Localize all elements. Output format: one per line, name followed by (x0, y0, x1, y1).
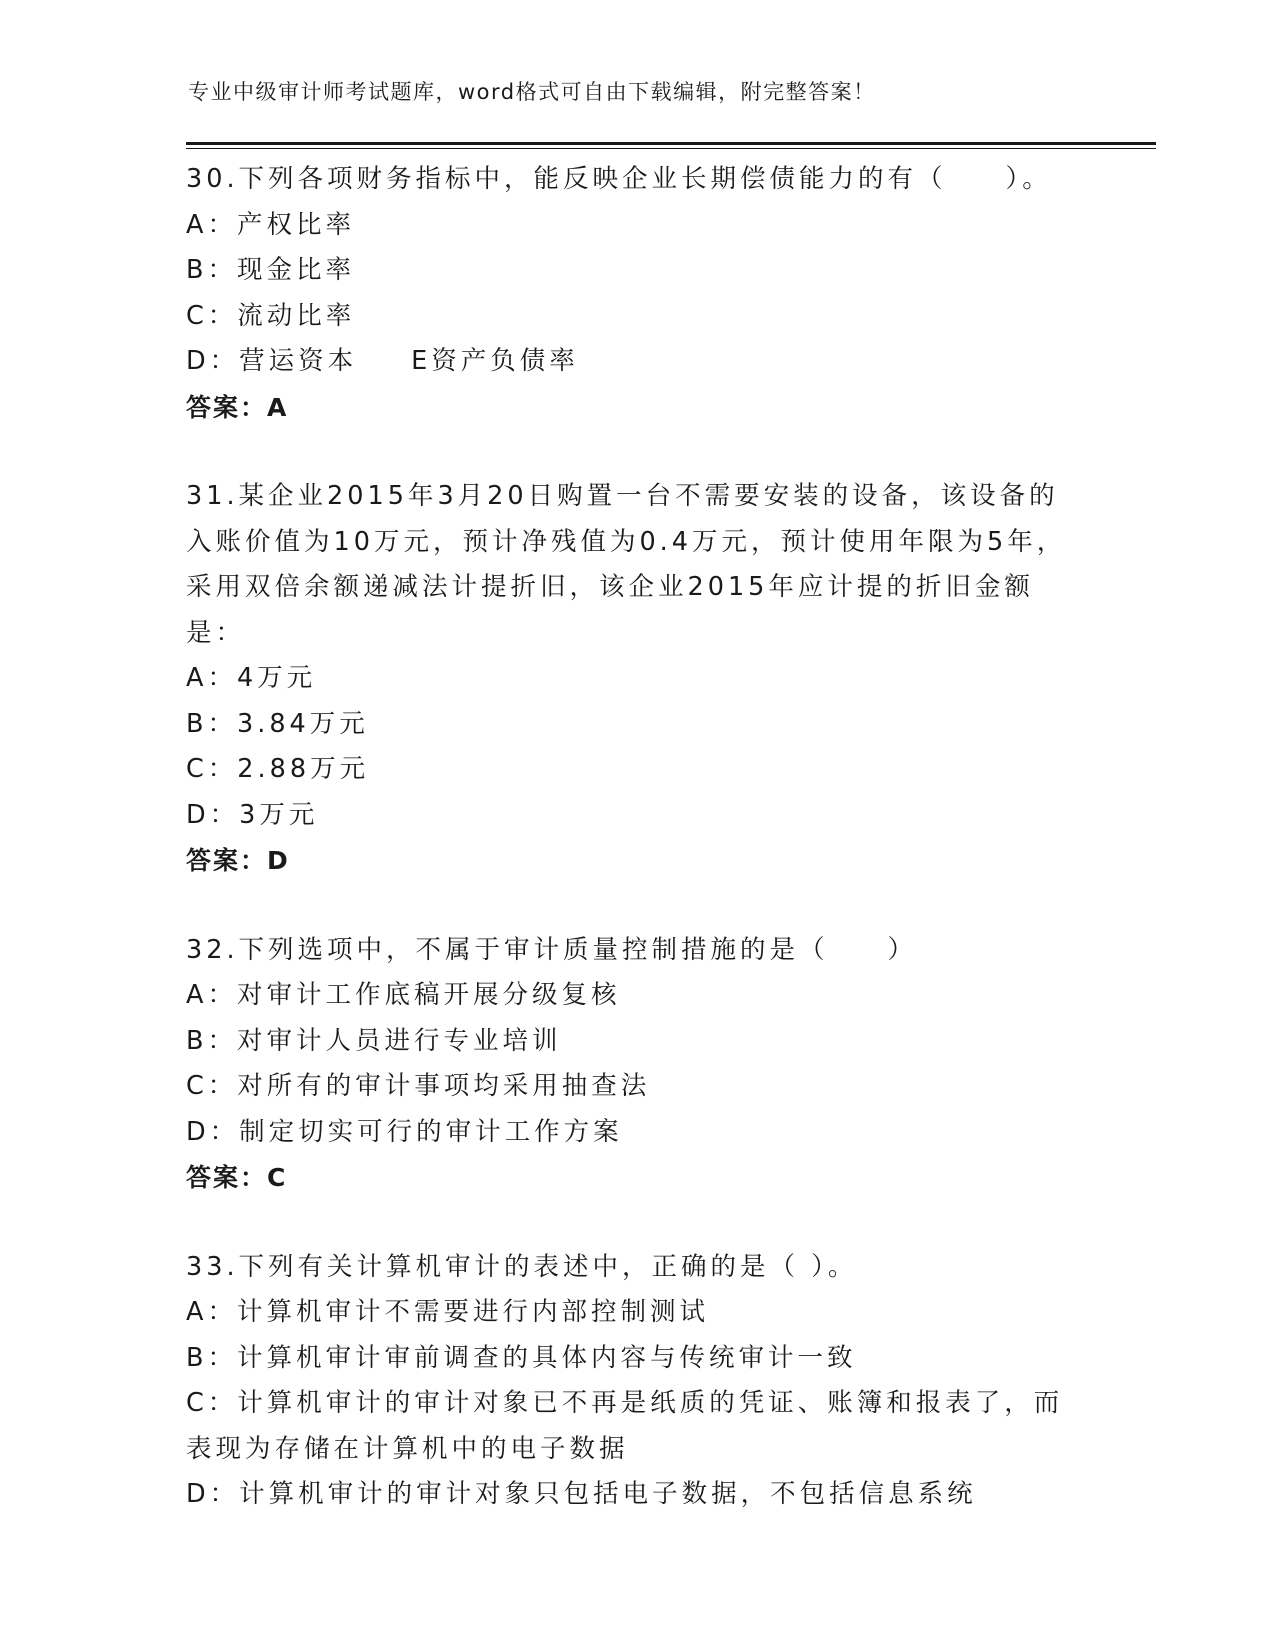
option-d: D：营运资本 (186, 346, 358, 376)
option-b: B：3.84万元 (186, 708, 369, 739)
option-a: A：产权比率 (186, 209, 355, 240)
answer: 答案：D (186, 846, 290, 875)
option-a: A：4万元 (186, 663, 317, 693)
page-header: 专业中级审计师考试题库，word格式可自由下载编辑，附完整答案！ (188, 80, 876, 104)
question-stem: 33.下列有关计算机审计的表述中，正确的是（ ）。 (186, 1251, 858, 1282)
option-c: C：2.88万元 (186, 754, 370, 784)
header-rule-thin (186, 148, 1156, 149)
option-c: C：对所有的审计事项均采用抽查法 (186, 1071, 651, 1101)
question-list (186, 157, 1086, 1562)
question-33 (186, 1245, 1086, 1518)
question-stem: 30.下列各项财务指标中，能反映企业长期偿债能力的有（ ）。 (186, 164, 1052, 194)
option-e: E资产负债率 (411, 346, 579, 376)
option-c: C：计算机审计的审计对象已不再是纸质的凭证、账簿和报表了，而表现为存储在计算机中的电子数据 (186, 1388, 1064, 1464)
option-d: D：计算机审计的审计对象只包括电子数据，不包括信息系统 (186, 1479, 977, 1509)
option-b: B：现金比率 (186, 255, 355, 285)
option-b: B：对审计人员进行专业培训 (186, 1025, 562, 1056)
answer: 答案：C (186, 1163, 288, 1192)
question-32 (186, 928, 1086, 1201)
header-rule-thick (186, 142, 1156, 145)
option-c: C：流动比率 (186, 300, 356, 331)
question-31 (186, 474, 1086, 884)
option-a: A：计算机审计不需要进行内部控制测试 (186, 1297, 709, 1327)
option-d: D：制定切实可行的审计工作方案 (186, 1116, 623, 1147)
option-d-row (186, 339, 1086, 385)
option-a: A：对审计工作底稿开展分级复核 (186, 980, 621, 1010)
question-30 (186, 157, 1086, 430)
question-stem: 32.下列选项中，不属于审计质量控制措施的是（ ） (186, 934, 918, 965)
answer: 答案：A (186, 392, 289, 422)
option-d: D：3万元 (186, 799, 319, 830)
option-b: B：计算机审计审前调查的具体内容与传统审计一致 (186, 1342, 857, 1373)
question-stem: 31.某企业2015年3月20日购置一台不需要安装的设备，该设备的入账价值为10万元，预计净残值为0.4万元，预计使用年限为5年，采用双倍余额递减法计提折旧，该企业2015年应计提的折旧金额是： (186, 481, 1067, 648)
